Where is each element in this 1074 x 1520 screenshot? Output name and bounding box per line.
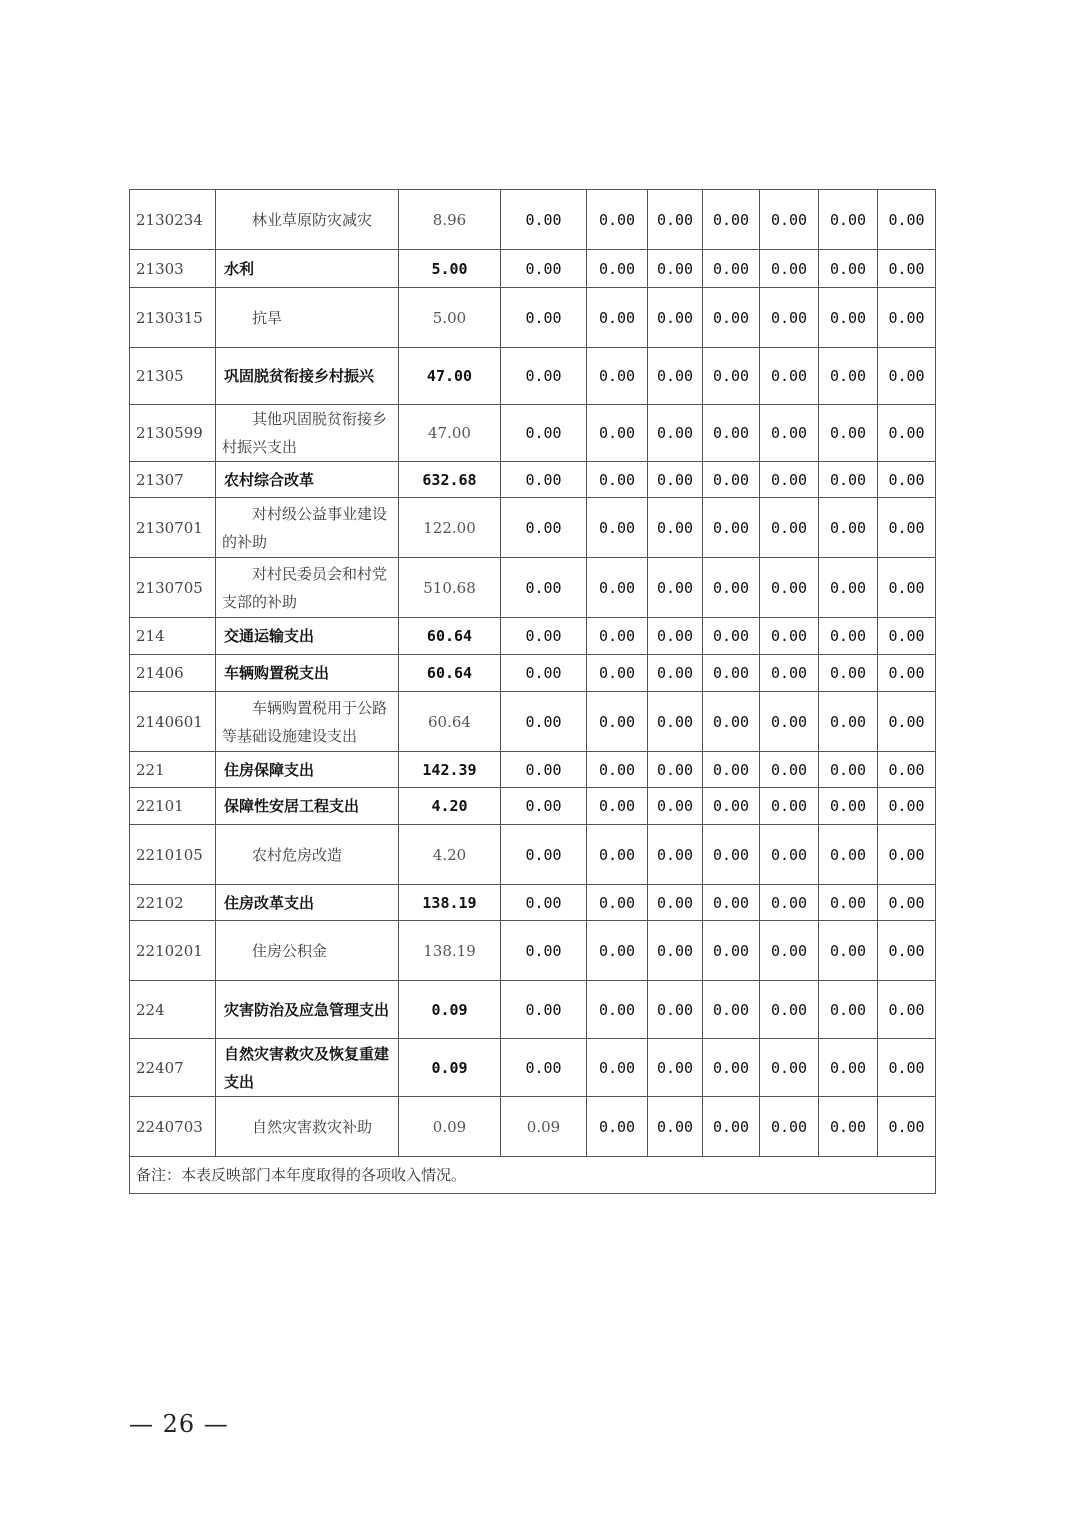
value-cell: 0.00 xyxy=(648,618,703,655)
subject-code: 22102 xyxy=(130,885,216,921)
value-cell: 0.00 xyxy=(703,825,760,885)
value-cell: 0.00 xyxy=(648,190,703,250)
value-cell: 0.00 xyxy=(501,618,587,655)
value-cell: 0.00 xyxy=(819,405,878,462)
value-cell: 0.00 xyxy=(648,752,703,788)
value-cell: 0.00 xyxy=(648,885,703,921)
subject-code: 2140601 xyxy=(130,692,216,752)
value-cell: 0.00 xyxy=(703,348,760,405)
value-cell: 0.00 xyxy=(878,921,936,981)
total-value-cell: 47.00 xyxy=(399,405,501,462)
subject-name: 车辆购置税支出 xyxy=(216,655,399,692)
value-cell: 0.00 xyxy=(648,655,703,692)
value-cell: 0.00 xyxy=(760,498,819,558)
value-cell: 0.00 xyxy=(760,558,819,618)
value-cell: 0.00 xyxy=(878,288,936,348)
value-cell: 0.00 xyxy=(760,618,819,655)
value-cell: 0.00 xyxy=(760,288,819,348)
value-cell: 0.00 xyxy=(501,921,587,981)
total-value-cell: 4.20 xyxy=(399,788,501,825)
value-cell: 0.00 xyxy=(587,981,648,1039)
value-cell: 0.00 xyxy=(760,462,819,498)
total-value-cell: 122.00 xyxy=(399,498,501,558)
value-cell: 0.00 xyxy=(703,788,760,825)
value-cell: 0.00 xyxy=(587,618,648,655)
subject-name: 车辆购置税用于公路等基础设施建设支出 xyxy=(216,692,399,752)
value-cell: 0.00 xyxy=(878,1097,936,1157)
value-cell: 0.00 xyxy=(501,250,587,288)
value-cell: 0.00 xyxy=(819,981,878,1039)
value-cell: 0.00 xyxy=(819,1097,878,1157)
total-value-cell: 142.39 xyxy=(399,752,501,788)
value-cell: 0.00 xyxy=(501,288,587,348)
value-cell: 0.00 xyxy=(501,655,587,692)
value-cell: 0.00 xyxy=(819,692,878,752)
table-row xyxy=(130,655,936,692)
value-cell: 0.00 xyxy=(878,348,936,405)
value-cell: 0.00 xyxy=(587,558,648,618)
subject-name: 其他巩固脱贫衔接乡村振兴支出 xyxy=(216,405,399,462)
total-value-cell: 4.20 xyxy=(399,825,501,885)
value-cell: 0.00 xyxy=(819,288,878,348)
value-cell: 0.00 xyxy=(587,788,648,825)
value-cell: 0.00 xyxy=(878,498,936,558)
value-cell: 0.00 xyxy=(501,825,587,885)
value-cell: 0.00 xyxy=(878,692,936,752)
value-cell: 0.00 xyxy=(819,752,878,788)
table-body xyxy=(130,190,936,1194)
page-number: — 26 — xyxy=(129,1410,229,1438)
value-cell: 0.00 xyxy=(703,1039,760,1097)
value-cell: 0.00 xyxy=(819,885,878,921)
value-cell: 0.09 xyxy=(501,1097,587,1157)
total-value-cell: 5.00 xyxy=(399,250,501,288)
subject-name: 住房保障支出 xyxy=(216,752,399,788)
value-cell: 0.00 xyxy=(760,348,819,405)
subject-name: 自然灾害救灾及恢复重建支出 xyxy=(216,1039,399,1097)
subject-code: 2130234 xyxy=(130,190,216,250)
value-cell: 0.00 xyxy=(703,752,760,788)
total-value-cell: 138.19 xyxy=(399,885,501,921)
value-cell: 0.00 xyxy=(648,405,703,462)
value-cell: 0.00 xyxy=(819,825,878,885)
subject-code: 221 xyxy=(130,752,216,788)
table-row xyxy=(130,981,936,1039)
value-cell: 0.00 xyxy=(587,250,648,288)
value-cell: 0.00 xyxy=(703,921,760,981)
value-cell: 0.00 xyxy=(760,1097,819,1157)
value-cell: 0.00 xyxy=(587,885,648,921)
value-cell: 0.00 xyxy=(819,498,878,558)
subject-code: 2210201 xyxy=(130,921,216,981)
value-cell: 0.00 xyxy=(648,981,703,1039)
value-cell: 0.00 xyxy=(760,981,819,1039)
subject-code: 2130599 xyxy=(130,405,216,462)
value-cell: 0.00 xyxy=(587,752,648,788)
total-value-cell: 47.00 xyxy=(399,348,501,405)
value-cell: 0.00 xyxy=(878,558,936,618)
subject-code: 2210105 xyxy=(130,825,216,885)
subject-name: 巩固脱贫衔接乡村振兴 xyxy=(216,348,399,405)
subject-name: 农村综合改革 xyxy=(216,462,399,498)
total-value-cell: 5.00 xyxy=(399,288,501,348)
value-cell: 0.00 xyxy=(501,498,587,558)
table-row xyxy=(130,250,936,288)
subject-code: 21305 xyxy=(130,348,216,405)
value-cell: 0.00 xyxy=(760,921,819,981)
value-cell: 0.00 xyxy=(648,788,703,825)
value-cell: 0.00 xyxy=(587,190,648,250)
value-cell: 0.00 xyxy=(878,885,936,921)
value-cell: 0.00 xyxy=(878,405,936,462)
table-row xyxy=(130,692,936,752)
value-cell: 0.00 xyxy=(703,558,760,618)
value-cell: 0.00 xyxy=(760,752,819,788)
value-cell: 0.00 xyxy=(587,655,648,692)
subject-name: 对村民委员会和村党支部的补助 xyxy=(216,558,399,618)
value-cell: 0.00 xyxy=(648,1097,703,1157)
subject-name: 自然灾害救灾补助 xyxy=(216,1097,399,1157)
value-cell: 0.00 xyxy=(703,498,760,558)
total-value-cell: 60.64 xyxy=(399,655,501,692)
table-row xyxy=(130,190,936,250)
note-row xyxy=(130,1157,936,1194)
table-row xyxy=(130,462,936,498)
value-cell: 0.00 xyxy=(760,250,819,288)
value-cell: 0.00 xyxy=(819,655,878,692)
value-cell: 0.00 xyxy=(819,190,878,250)
subject-name: 住房改革支出 xyxy=(216,885,399,921)
value-cell: 0.00 xyxy=(648,558,703,618)
total-value-cell: 8.96 xyxy=(399,190,501,250)
value-cell: 0.00 xyxy=(878,462,936,498)
value-cell: 0.00 xyxy=(819,618,878,655)
value-cell: 0.00 xyxy=(703,405,760,462)
table-row xyxy=(130,921,936,981)
value-cell: 0.00 xyxy=(648,921,703,981)
subject-name: 交通运输支出 xyxy=(216,618,399,655)
value-cell: 0.00 xyxy=(878,655,936,692)
value-cell: 0.00 xyxy=(587,921,648,981)
value-cell: 0.00 xyxy=(587,462,648,498)
total-value-cell: 0.09 xyxy=(399,981,501,1039)
subject-code: 2240703 xyxy=(130,1097,216,1157)
value-cell: 0.00 xyxy=(703,692,760,752)
value-cell: 0.00 xyxy=(703,288,760,348)
value-cell: 0.00 xyxy=(878,752,936,788)
subject-code: 21406 xyxy=(130,655,216,692)
value-cell: 0.00 xyxy=(587,405,648,462)
value-cell: 0.00 xyxy=(760,692,819,752)
value-cell: 0.00 xyxy=(501,885,587,921)
value-cell: 0.00 xyxy=(819,462,878,498)
table-row xyxy=(130,618,936,655)
value-cell: 0.00 xyxy=(703,618,760,655)
value-cell: 0.00 xyxy=(587,1039,648,1097)
value-cell: 0.00 xyxy=(501,405,587,462)
value-cell: 0.00 xyxy=(587,288,648,348)
value-cell: 0.00 xyxy=(587,825,648,885)
value-cell: 0.00 xyxy=(703,462,760,498)
value-cell: 0.00 xyxy=(878,190,936,250)
budget-table xyxy=(129,189,936,1194)
value-cell: 0.00 xyxy=(760,405,819,462)
total-value-cell: 510.68 xyxy=(399,558,501,618)
value-cell: 0.00 xyxy=(760,885,819,921)
subject-name: 林业草原防灾减灾 xyxy=(216,190,399,250)
value-cell: 0.00 xyxy=(501,692,587,752)
value-cell: 0.00 xyxy=(587,1097,648,1157)
table-row xyxy=(130,288,936,348)
subject-code: 214 xyxy=(130,618,216,655)
total-value-cell: 138.19 xyxy=(399,921,501,981)
total-value-cell: 0.09 xyxy=(399,1097,501,1157)
total-value-cell: 0.09 xyxy=(399,1039,501,1097)
total-value-cell: 60.64 xyxy=(399,692,501,752)
table-row xyxy=(130,498,936,558)
value-cell: 0.00 xyxy=(819,558,878,618)
value-cell: 0.00 xyxy=(878,788,936,825)
total-value-cell: 60.64 xyxy=(399,618,501,655)
table-row xyxy=(130,825,936,885)
subject-name: 农村危房改造 xyxy=(216,825,399,885)
value-cell: 0.00 xyxy=(703,981,760,1039)
value-cell: 0.00 xyxy=(819,788,878,825)
subject-name: 保障性安居工程支出 xyxy=(216,788,399,825)
table-row xyxy=(130,348,936,405)
subject-name: 水利 xyxy=(216,250,399,288)
subject-name: 对村级公益事业建设的补助 xyxy=(216,498,399,558)
subject-code: 224 xyxy=(130,981,216,1039)
subject-code: 2130315 xyxy=(130,288,216,348)
value-cell: 0.00 xyxy=(760,190,819,250)
value-cell: 0.00 xyxy=(587,348,648,405)
table-row xyxy=(130,405,936,462)
table-row xyxy=(130,1097,936,1157)
value-cell: 0.00 xyxy=(819,250,878,288)
table-row xyxy=(130,885,936,921)
value-cell: 0.00 xyxy=(760,788,819,825)
value-cell: 0.00 xyxy=(501,348,587,405)
total-value-cell: 632.68 xyxy=(399,462,501,498)
value-cell: 0.00 xyxy=(501,462,587,498)
subject-code: 22101 xyxy=(130,788,216,825)
value-cell: 0.00 xyxy=(760,1039,819,1097)
value-cell: 0.00 xyxy=(587,692,648,752)
subject-name: 抗旱 xyxy=(216,288,399,348)
value-cell: 0.00 xyxy=(760,655,819,692)
value-cell: 0.00 xyxy=(878,1039,936,1097)
value-cell: 0.00 xyxy=(648,250,703,288)
subject-name: 灾害防治及应急管理支出 xyxy=(216,981,399,1039)
subject-code: 22407 xyxy=(130,1039,216,1097)
value-cell: 0.00 xyxy=(501,190,587,250)
value-cell: 0.00 xyxy=(760,825,819,885)
subject-code: 2130701 xyxy=(130,498,216,558)
value-cell: 0.00 xyxy=(703,655,760,692)
table-row xyxy=(130,1039,936,1097)
value-cell: 0.00 xyxy=(648,462,703,498)
value-cell: 0.00 xyxy=(703,1097,760,1157)
value-cell: 0.00 xyxy=(648,1039,703,1097)
value-cell: 0.00 xyxy=(819,1039,878,1097)
value-cell: 0.00 xyxy=(648,692,703,752)
table-row xyxy=(130,788,936,825)
value-cell: 0.00 xyxy=(878,981,936,1039)
value-cell: 0.00 xyxy=(648,288,703,348)
subject-name: 住房公积金 xyxy=(216,921,399,981)
table-row xyxy=(130,752,936,788)
value-cell: 0.00 xyxy=(501,788,587,825)
value-cell: 0.00 xyxy=(819,921,878,981)
value-cell: 0.00 xyxy=(878,250,936,288)
value-cell: 0.00 xyxy=(587,498,648,558)
value-cell: 0.00 xyxy=(878,825,936,885)
value-cell: 0.00 xyxy=(648,498,703,558)
value-cell: 0.00 xyxy=(703,250,760,288)
value-cell: 0.00 xyxy=(819,348,878,405)
value-cell: 0.00 xyxy=(501,1039,587,1097)
subject-code: 2130705 xyxy=(130,558,216,618)
table-row xyxy=(130,558,936,618)
value-cell: 0.00 xyxy=(703,190,760,250)
subject-code: 21307 xyxy=(130,462,216,498)
table-note: 备注：本表反映部门本年度取得的各项收入情况。 xyxy=(130,1157,936,1194)
value-cell: 0.00 xyxy=(648,348,703,405)
value-cell: 0.00 xyxy=(648,825,703,885)
value-cell: 0.00 xyxy=(878,618,936,655)
value-cell: 0.00 xyxy=(703,885,760,921)
value-cell: 0.00 xyxy=(501,558,587,618)
value-cell: 0.00 xyxy=(501,752,587,788)
subject-code: 21303 xyxy=(130,250,216,288)
value-cell: 0.00 xyxy=(501,981,587,1039)
